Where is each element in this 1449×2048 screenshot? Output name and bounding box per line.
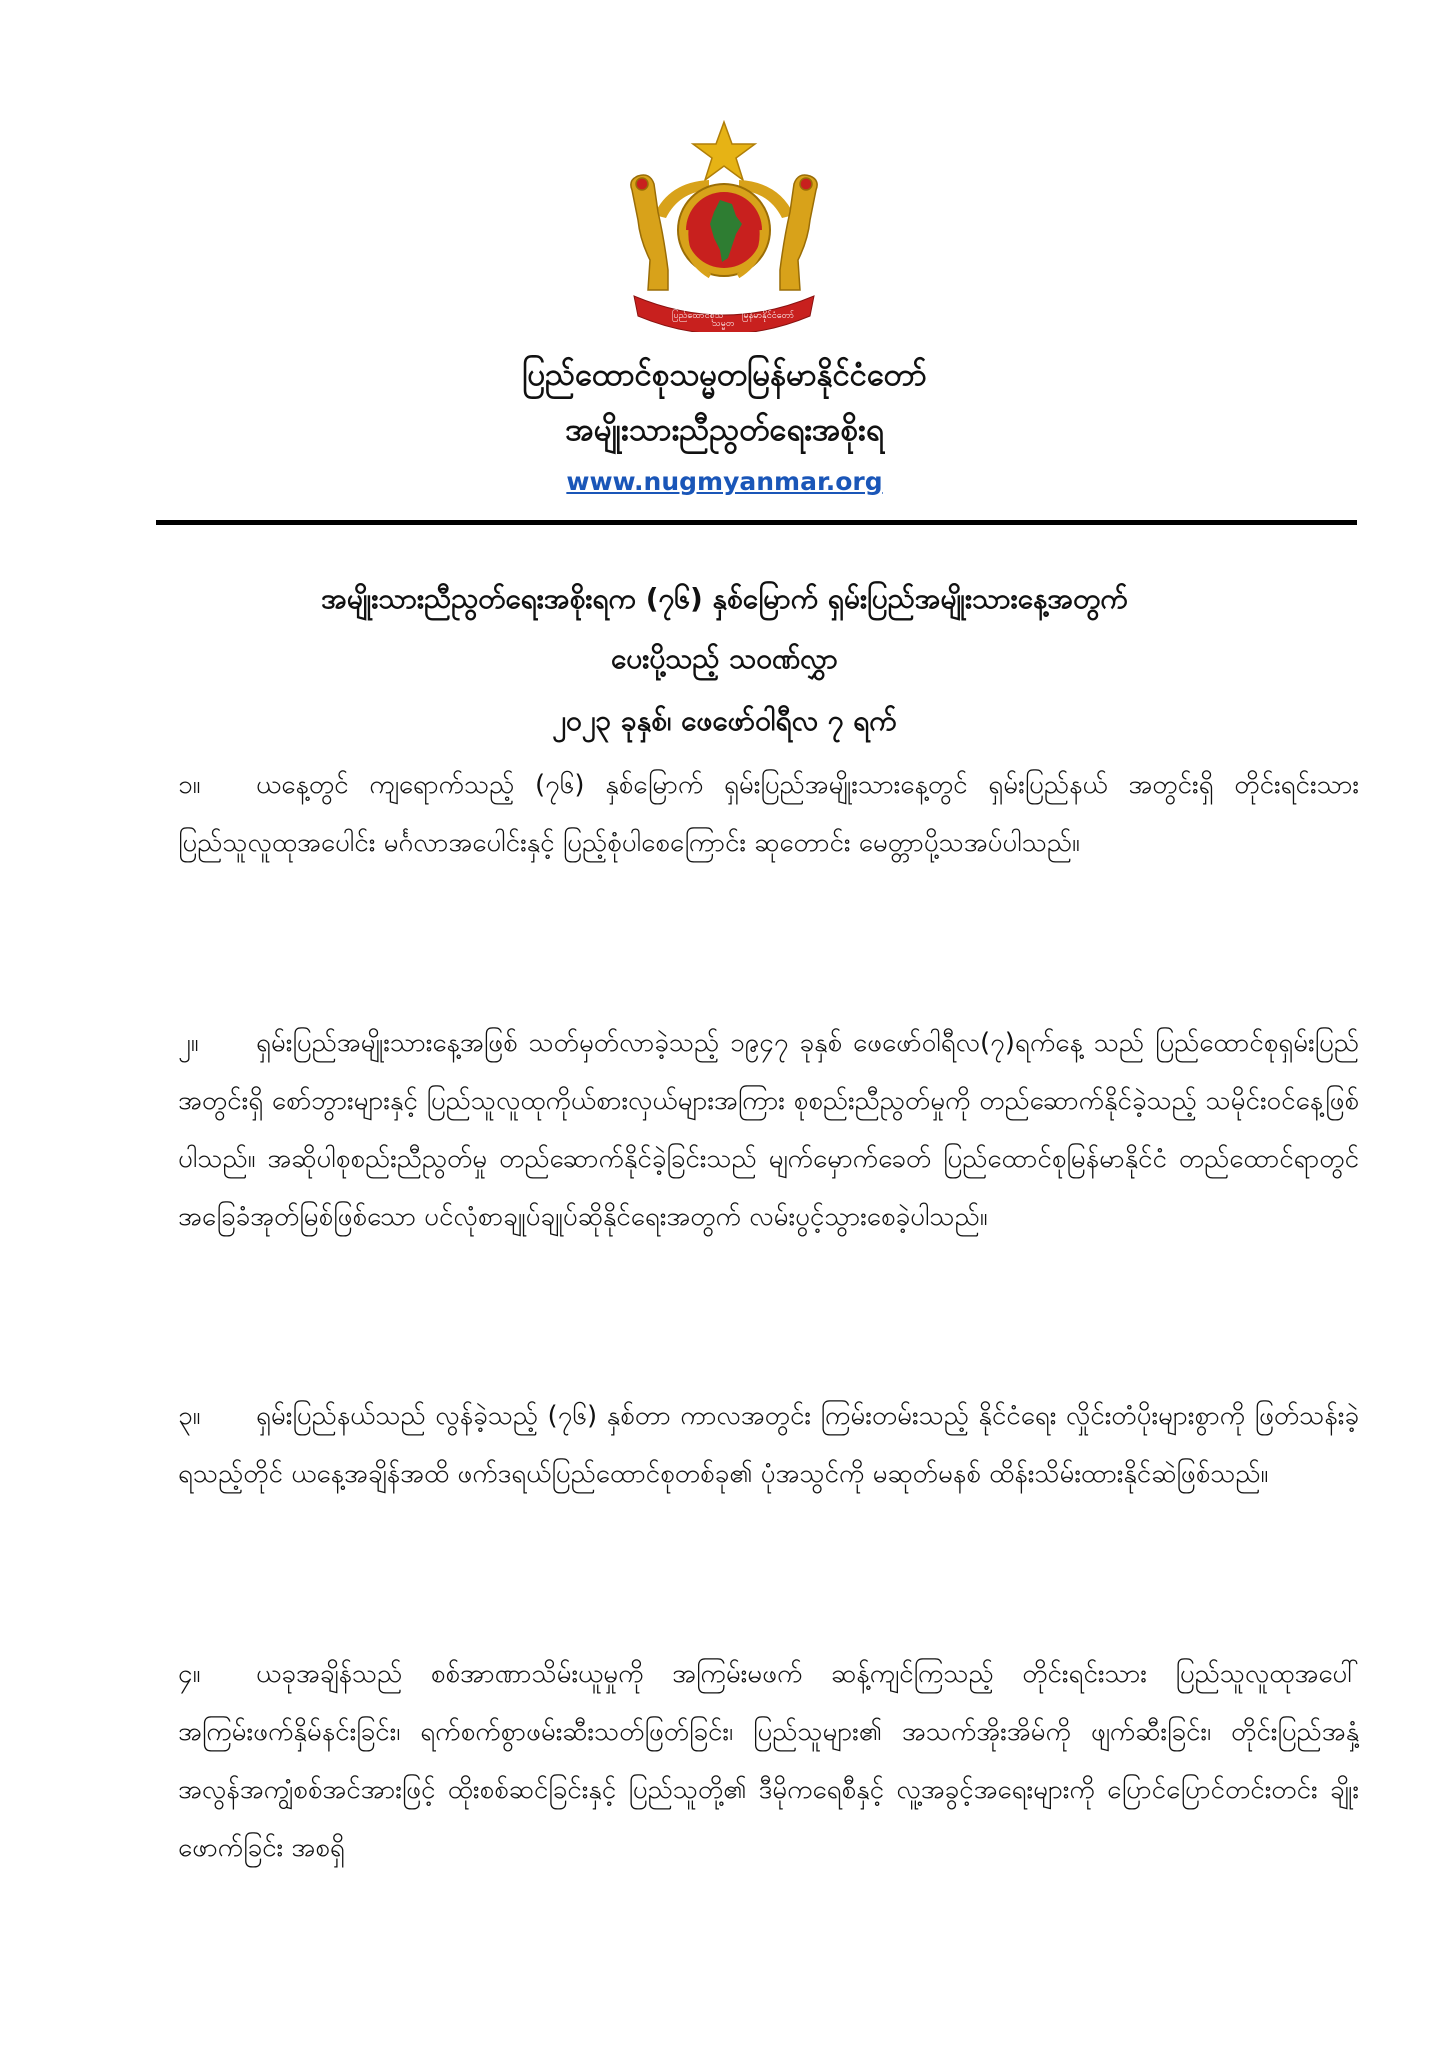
paragraph-number: ၃။ (178, 1401, 201, 1431)
organization-name: ပြည်ထောင်စုသမ္မတမြန်မာနိုင်ငံတော် (522, 357, 927, 393)
paragraph-4 (178, 1645, 1359, 1877)
paragraph-number: ၁။ (178, 770, 201, 800)
website-link[interactable]: www.nugmyanmar.org (566, 467, 883, 496)
statement-subtitle: ပေးပို့သည့် သဝဏ်လွှာ (611, 642, 838, 675)
star-icon (693, 122, 755, 180)
paragraph-number: ၂။ (178, 1028, 199, 1058)
chinthe-right-icon (780, 175, 817, 290)
header-divider (156, 520, 1357, 525)
government-name: အမျိုးသားညီညွတ်ရေးအစိုးရ (565, 412, 884, 448)
svg-text:မြန်မာနိုင်ငံတော်: မြန်မာနိုင်ငံတော် (742, 311, 795, 321)
paragraph-text: ရှမ်းပြည်အမျိုးသားနေ့အဖြစ် သတ်မှတ်လာခဲ့သည့် ၁၉၄၇ ခုနှစ် ဖေဖော်ဝါရီလ(၇)ရက်နေ့ သည် ပြည်ထောင်စုရှမ်းပြည်အတွင်းရှိ စော်ဘွားများနှင့် ပြည်သူလူထုကိုယ်စားလှယ်များအကြား စုစည်းညီညွတ်မှုကို တည်ဆောက်နိုင်ခဲ့သည့် သမိုင်းဝင်နေ့ဖြစ်ပါသည်။ အဆိုပါစုစည်းညီညွတ်မှု တည်ဆောက်နိုင်ခဲ့ခြင်းသည် မျက်မှောက်ခေတ် ပြည်ထောင်စုမြန်မာနိုင်ငံ တည်ထောင်ရာတွင် အခြေခံအုတ်မြစ်ဖြစ်သော ပင်လုံစာချုပ်ချုပ်ဆိုနိုင်ရေးအတွက် လမ်းပွင့်သွားစေခဲ့ပါသည်။ (178, 1028, 1359, 1232)
paragraph-2 (178, 1014, 1359, 1246)
paragraph-text: ယခုအချိန်သည် စစ်အာဏာသိမ်းယူမှုကို အကြမ်းမဖက် ဆန့်ကျင်ကြသည့် တိုင်းရင်းသား ပြည်သူလူထုအပေါ် အကြမ်းဖက်နှိမ်နင်းခြင်း၊ ရက်စက်စွာဖမ်းဆီးသတ်ဖြတ်ခြင်း၊ ပြည်သူများ၏ အသက်အိုးအိမ်ကို ဖျက်ဆီးခြင်း၊ တိုင်းပြည်အနှံ့ အလွန်အကျွံစစ်အင်အားဖြင့် ထိုးစစ်ဆင်ခြင်းနှင့် ပြည်သူတို့၏ ဒီမိုကရေစီနှင့် လူ့အခွင့်အရေးများကို ပြောင်ပြောင်တင်းတင်း ချိုးဖောက်ခြင်း အစရှိ (178, 1659, 1359, 1863)
paragraph-text: ယနေ့တွင် ကျရောက်သည့် (၇၆) နှစ်မြောက် ရှမ်းပြည်အမျိုးသားနေ့တွင် ရှမ်းပြည်နယ် အတွင်းရှိ တိုင်းရင်းသားပြည်သူလူထုအပေါင်း မင်္ဂလာအပေါင်းနှင့် ပြည့်စုံပါစေကြောင်း ဆုတောင်း မေတ္တာပို့သအပ်ပါသည်။ (178, 770, 1359, 858)
statement-title: အမျိုးသားညီညွတ်ရေးအစိုးရက (၇၆) နှစ်မြောက် ရှမ်းပြည်အမျိုးသားနေ့အတွက် (321, 582, 1128, 615)
paragraph-1 (178, 756, 1359, 872)
svg-text:ပြည်ထောင်စုသ: ပြည်ထောင်စုသ (672, 311, 724, 321)
paragraph-number: ၄။ (178, 1659, 201, 1689)
chinthe-left-icon (631, 175, 668, 290)
state-emblem-logo (624, 120, 824, 332)
statement-date: ၂၀၂၃ ခုနှစ်၊ ဖေဖော်ဝါရီလ ၇ ရက် (552, 704, 897, 737)
paragraph-3 (178, 1387, 1359, 1503)
paragraph-text: ရှမ်းပြည်နယ်သည် လွန်ခဲ့သည့် (၇၆) နှစ်တာ ကာလအတွင်း ကြမ်းတမ်းသည့် နိုင်ငံရေး လှိုင်းတံပိုးများစွာကို ဖြတ်သန်းခဲ့ရသည့်တိုင် ယနေ့အချိန်အထိ ဖက်ဒရယ်ပြည်ထောင်စုတစ်ခု၏ ပုံအသွင်ကို မဆုတ်မနစ် ထိန်းသိမ်းထားနိုင်ဆဲဖြစ်သည်။ (178, 1401, 1359, 1489)
svg-text:သမ္မတ: သမ္မတ (712, 319, 735, 329)
